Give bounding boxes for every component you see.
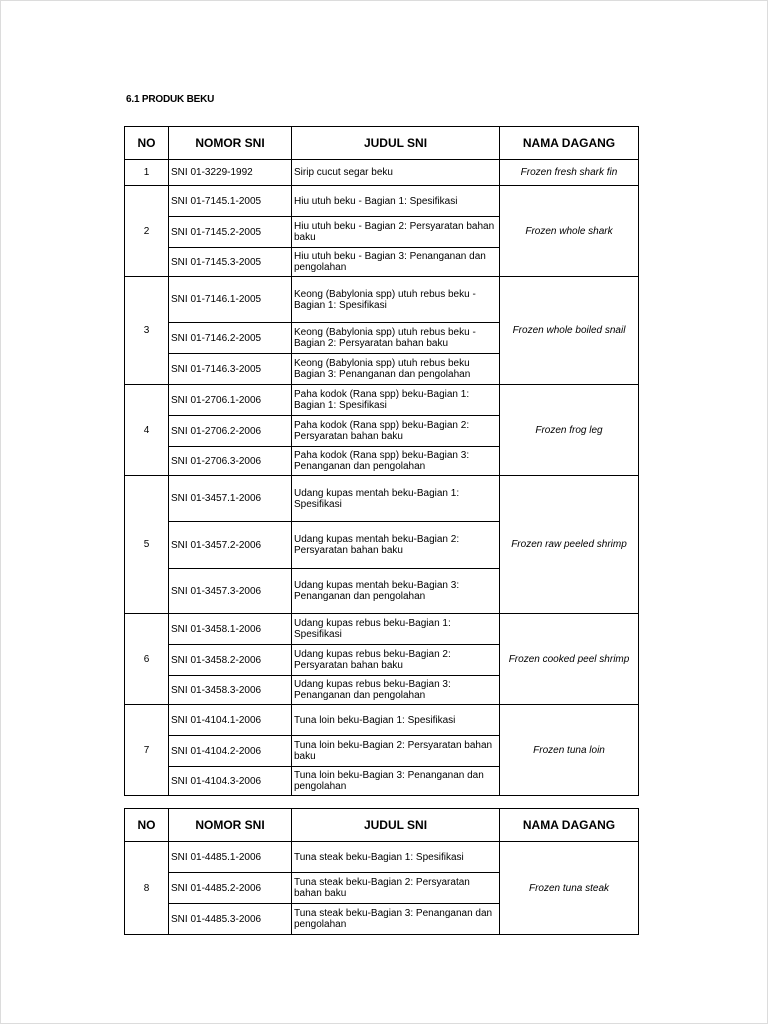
nomor-sni-cell: SNI 01-4104.2-2006	[169, 736, 292, 767]
nomor-sni-cell: SNI 01-3458.3-2006	[169, 676, 292, 705]
judul-sni-cell: Udang kupas rebus beku-Bagian 2: Persyaratan bahan baku	[292, 645, 500, 676]
table-row	[125, 186, 639, 217]
judul-sni-cell: Tuna steak beku-Bagian 2: Persyaratan bahan baku	[292, 873, 500, 904]
judul-sni-cell: Keong (Babylonia spp) utuh rebus beku Bagian 3: Penanganan dan pengolahan	[292, 354, 500, 385]
nomor-sni-cell: SNI 01-2706.3-2006	[169, 447, 292, 476]
row-no: 5	[125, 476, 169, 614]
table-row	[125, 160, 639, 186]
header-judul-sni: JUDUL SNI	[292, 809, 500, 842]
judul-sni-cell: Udang kupas rebus beku-Bagian 1: Spesifikasi	[292, 614, 500, 645]
row-no: 4	[125, 385, 169, 476]
nomor-sni-cell: SNI 01-3457.1-2006	[169, 476, 292, 522]
nama-dagang-cell: Frozen tuna steak	[500, 842, 639, 935]
judul-sni-cell: Keong (Babylonia spp) utuh rebus beku - Bagian 2: Persyaratan bahan baku	[292, 323, 500, 354]
judul-sni-cell: Paha kodok (Rana spp) beku-Bagian 2: Persyaratan bahan baku	[292, 416, 500, 447]
header-nama-dagang: NAMA DAGANG	[500, 809, 639, 842]
table-row	[125, 614, 639, 645]
nomor-sni-cell: SNI 01-3457.2-2006	[169, 522, 292, 569]
judul-sni-cell: Udang kupas mentah beku-Bagian 1: Spesifikasi	[292, 476, 500, 522]
table-row	[125, 476, 639, 522]
judul-sni-cell: Sirip cucut segar beku	[292, 160, 500, 186]
sni-table-1	[124, 126, 639, 796]
nama-dagang-cell: Frozen whole shark	[500, 186, 639, 277]
nomor-sni-cell: SNI 01-7146.3-2005	[169, 354, 292, 385]
table-row	[125, 705, 639, 736]
header-nama-dagang: NAMA DAGANG	[500, 127, 639, 160]
judul-sni-cell: Hiu utuh beku - Bagian 2: Persyaratan bahan baku	[292, 217, 500, 248]
nomor-sni-cell: SNI 01-3458.1-2006	[169, 614, 292, 645]
header-no: NO	[125, 809, 169, 842]
row-no: 2	[125, 186, 169, 277]
row-no: 8	[125, 842, 169, 935]
nomor-sni-cell: SNI 01-3457.3-2006	[169, 569, 292, 614]
judul-sni-cell: Hiu utuh beku - Bagian 3: Penanganan dan pengolahan	[292, 248, 500, 277]
nama-dagang-cell: Frozen raw peeled shrimp	[500, 476, 639, 614]
judul-sni-cell: Keong (Babylonia spp) utuh rebus beku - Bagian 1: Spesifikasi	[292, 277, 500, 323]
header-judul-sni: JUDUL SNI	[292, 127, 500, 160]
table-row	[125, 385, 639, 416]
nama-dagang-cell: Frozen whole boiled snail	[500, 277, 639, 385]
judul-sni-cell: Tuna steak beku-Bagian 1: Spesifikasi	[292, 842, 500, 873]
judul-sni-cell: Udang kupas rebus beku-Bagian 3: Penanganan dan pengolahan	[292, 676, 500, 705]
judul-sni-cell: Tuna loin beku-Bagian 3: Penanganan dan pengolahan	[292, 767, 500, 796]
judul-sni-cell: Tuna loin beku-Bagian 1: Spesifikasi	[292, 705, 500, 736]
header-nomor-sni: NOMOR SNI	[169, 809, 292, 842]
judul-sni-cell: Udang kupas mentah beku-Bagian 3: Penanganan dan pengolahan	[292, 569, 500, 614]
nama-dagang-cell: Frozen cooked peel shrimp	[500, 614, 639, 705]
table-row	[125, 277, 639, 323]
nomor-sni-cell: SNI 01-7145.1-2005	[169, 186, 292, 217]
judul-sni-cell: Hiu utuh beku - Bagian 1: Spesifikasi	[292, 186, 500, 217]
judul-sni-cell: Tuna steak beku-Bagian 3: Penanganan dan pengolahan	[292, 904, 500, 935]
header-no: NO	[125, 127, 169, 160]
nama-dagang-cell: Frozen tuna loin	[500, 705, 639, 796]
nama-dagang-cell: Frozen frog leg	[500, 385, 639, 476]
judul-sni-cell: Tuna loin beku-Bagian 2: Persyaratan bahan baku	[292, 736, 500, 767]
nama-dagang-cell: Frozen fresh shark fin	[500, 160, 639, 186]
header-nomor-sni: NOMOR SNI	[169, 127, 292, 160]
nomor-sni-cell: SNI 01-4104.3-2006	[169, 767, 292, 796]
nomor-sni-cell: SNI 01-2706.1-2006	[169, 385, 292, 416]
nomor-sni-cell: SNI 01-7146.2-2005	[169, 323, 292, 354]
nomor-sni-cell: SNI 01-7145.2-2005	[169, 217, 292, 248]
nomor-sni-cell: SNI 01-4485.3-2006	[169, 904, 292, 935]
nomor-sni-cell: SNI 01-4485.2-2006	[169, 873, 292, 904]
nomor-sni-cell: SNI 01-4104.1-2006	[169, 705, 292, 736]
row-no: 3	[125, 277, 169, 385]
row-no: 7	[125, 705, 169, 796]
judul-sni-cell: Paha kodok (Rana spp) beku-Bagian 1: Bagian 1: Spesifikasi	[292, 385, 500, 416]
nomor-sni-cell: SNI 01-4485.1-2006	[169, 842, 292, 873]
nomor-sni-cell: SNI 01-3229-1992	[169, 160, 292, 186]
nomor-sni-cell: SNI 01-7146.1-2005	[169, 277, 292, 323]
table-header-row	[125, 127, 639, 160]
sni-table-2	[124, 808, 639, 935]
row-no: 1	[125, 160, 169, 186]
table-row	[125, 842, 639, 873]
nomor-sni-cell: SNI 01-7145.3-2005	[169, 248, 292, 277]
judul-sni-cell: Paha kodok (Rana spp) beku-Bagian 3: Penanganan dan pengolahan	[292, 447, 500, 476]
nomor-sni-cell: SNI 01-3458.2-2006	[169, 645, 292, 676]
section-title: 6.1 PRODUK BEKU	[126, 94, 215, 105]
judul-sni-cell: Udang kupas mentah beku-Bagian 2: Persyaratan bahan baku	[292, 522, 500, 569]
row-no: 6	[125, 614, 169, 705]
nomor-sni-cell: SNI 01-2706.2-2006	[169, 416, 292, 447]
table-header-row	[125, 809, 639, 842]
